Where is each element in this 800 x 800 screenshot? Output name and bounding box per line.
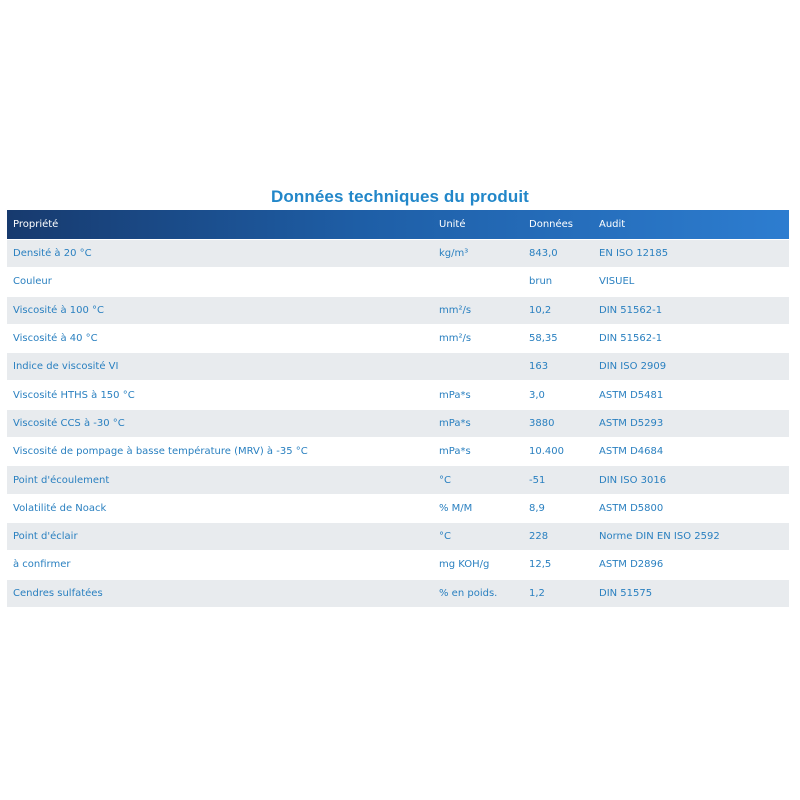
row-unit: mPa*s bbox=[439, 417, 471, 429]
row-value: 12,5 bbox=[529, 559, 552, 571]
row-audit: Norme DIN EN ISO 2592 bbox=[599, 531, 720, 543]
row-unit: mm²/s bbox=[439, 333, 472, 345]
row-unit: mm²/s bbox=[439, 304, 472, 316]
row-audit: ASTM D4684 bbox=[599, 446, 664, 458]
table-row bbox=[7, 267, 789, 295]
row-property: Couleur bbox=[13, 276, 52, 288]
row-unit: °C bbox=[439, 474, 451, 486]
row-unit: mPa*s bbox=[439, 389, 471, 401]
page-title: Données techniques du produit bbox=[271, 187, 529, 206]
row-property: Densité à 20 °C bbox=[13, 248, 92, 260]
row-audit: DIN ISO 3016 bbox=[599, 474, 667, 486]
table-row bbox=[7, 380, 789, 408]
row-unit: mPa*s bbox=[439, 446, 471, 458]
row-audit: ASTM D2896 bbox=[599, 559, 664, 571]
header-property: Propriété bbox=[13, 219, 59, 230]
row-unit: % en poids. bbox=[439, 587, 498, 599]
row-audit: DIN 51562-1 bbox=[599, 333, 663, 345]
row-unit: % M/M bbox=[439, 502, 473, 514]
row-value: 3,0 bbox=[529, 389, 545, 401]
table-row bbox=[7, 296, 789, 324]
row-property: Viscosité HTHS à 150 °C bbox=[13, 389, 135, 401]
row-unit: mg KOH/g bbox=[439, 559, 490, 571]
row-property: Point d'écoulement bbox=[13, 474, 110, 486]
table-row bbox=[7, 437, 789, 465]
header-audit: Audit bbox=[599, 219, 626, 230]
row-audit: DIN ISO 2909 bbox=[599, 361, 667, 373]
row-value: 228 bbox=[529, 531, 549, 543]
table-row bbox=[7, 550, 789, 578]
table-header-row bbox=[7, 210, 789, 239]
table-row bbox=[7, 579, 789, 607]
table-row bbox=[7, 465, 789, 493]
row-value: 10,2 bbox=[529, 304, 552, 316]
row-property: Viscosité à 40 °C bbox=[13, 333, 98, 345]
header-unit: Unité bbox=[439, 219, 466, 230]
header-data: Données bbox=[529, 219, 574, 230]
row-value: 843,0 bbox=[529, 248, 558, 260]
row-unit: kg/m³ bbox=[439, 248, 469, 260]
row-value: 10.400 bbox=[529, 446, 564, 458]
row-audit: ASTM D5800 bbox=[599, 502, 664, 514]
row-audit: EN ISO 12185 bbox=[599, 248, 669, 260]
row-value: 1,2 bbox=[529, 587, 545, 599]
row-audit: VISUEL bbox=[599, 276, 635, 288]
technical-data-table bbox=[7, 210, 789, 607]
row-property: Viscosité de pompage à basse température (MRV) à -35 °C bbox=[13, 446, 308, 458]
row-property: Indice de viscosité VI bbox=[13, 361, 119, 373]
row-property: Cendres sulfatées bbox=[13, 587, 103, 599]
row-value: -51 bbox=[529, 474, 546, 486]
row-value: 8,9 bbox=[529, 502, 545, 514]
row-audit: ASTM D5293 bbox=[599, 417, 664, 429]
row-property: Viscosité à 100 °C bbox=[13, 304, 105, 316]
table-row bbox=[7, 352, 789, 380]
row-property: Point d'éclair bbox=[13, 531, 78, 543]
row-property: à confirmer bbox=[13, 559, 71, 571]
row-value: 163 bbox=[529, 361, 549, 373]
row-audit: DIN 51562-1 bbox=[599, 304, 663, 316]
row-audit: ASTM D5481 bbox=[599, 389, 664, 401]
row-audit: DIN 51575 bbox=[599, 587, 653, 599]
row-unit: °C bbox=[439, 531, 451, 543]
table-row bbox=[7, 494, 789, 522]
table-row bbox=[7, 522, 789, 550]
row-property: Viscosité CCS à -30 °C bbox=[13, 417, 125, 429]
table-row bbox=[7, 409, 789, 437]
row-value: 3880 bbox=[529, 417, 555, 429]
row-value: 58,35 bbox=[529, 333, 558, 345]
row-property: Volatilité de Noack bbox=[13, 502, 107, 514]
table-row bbox=[7, 324, 789, 352]
table-row bbox=[7, 239, 789, 267]
row-value: brun bbox=[529, 276, 553, 288]
